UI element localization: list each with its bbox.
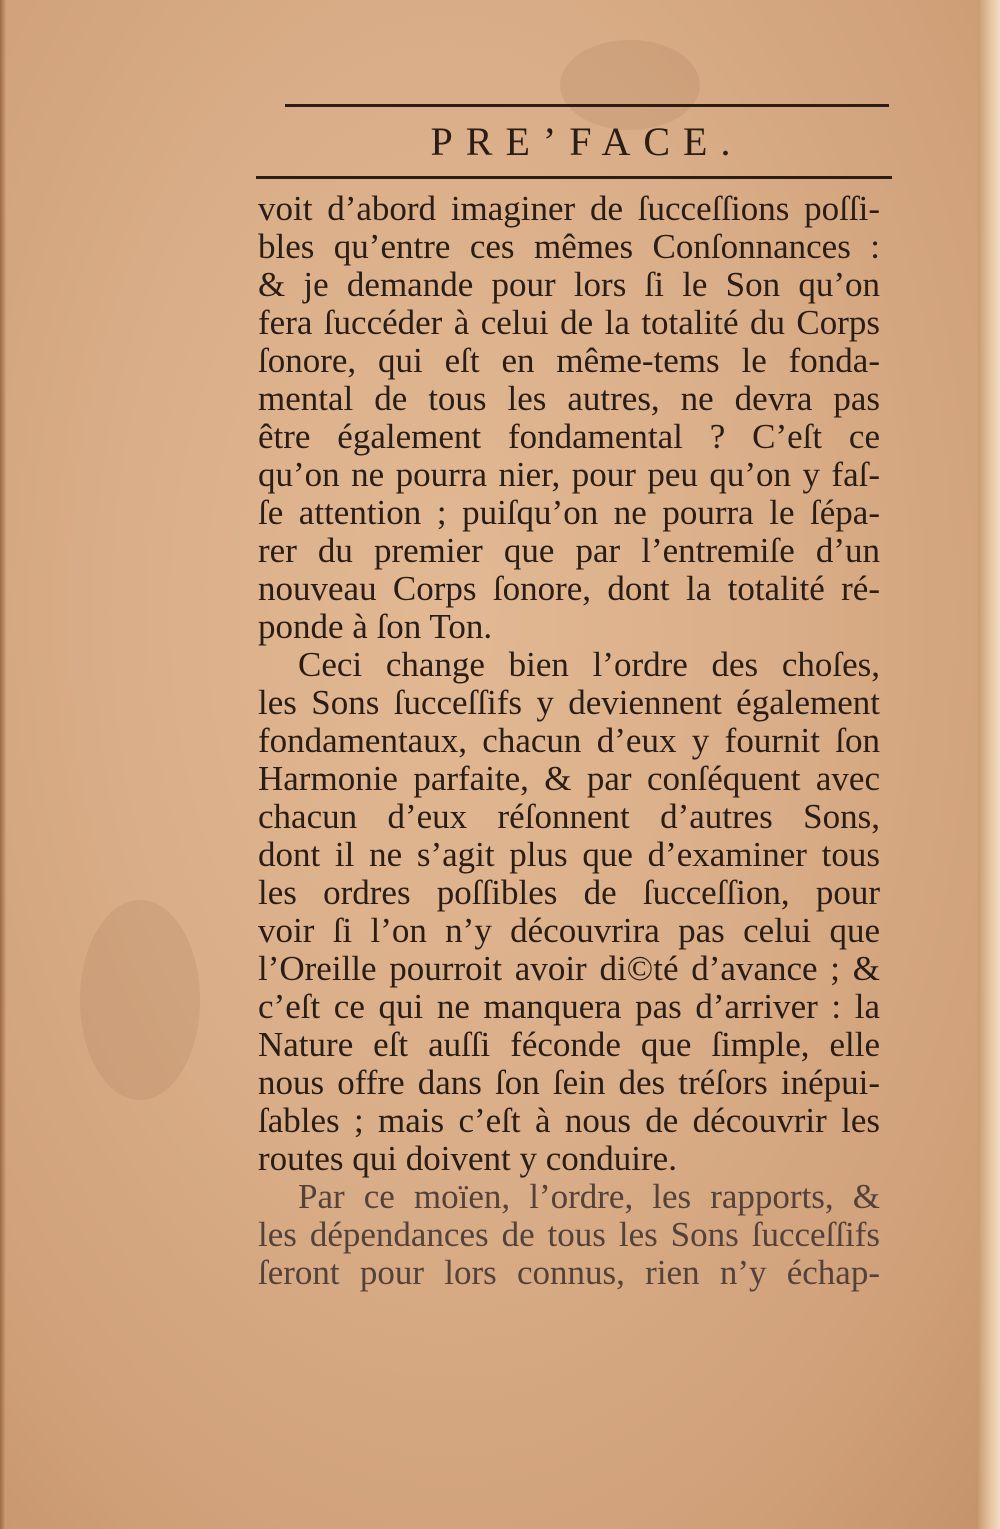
paragraph-start-line: Ceci change bien l’ordre des choſes,	[298, 645, 880, 684]
header-rule-bottom	[256, 176, 892, 179]
text-line: fera ſuccéder à celui de la totalité du Corps	[258, 303, 880, 342]
text-line: nouveau Corps ſonore, dont la totalité ré-	[258, 569, 880, 608]
header-rule-top	[285, 104, 889, 107]
text-line: ſables ; mais c’eſt à nous de découvrir les	[258, 1101, 880, 1140]
text-line: voir ſi l’on n’y découvrira pas celui que	[258, 911, 880, 950]
text-line: qu’on ne pourra nier, pour peu qu’on y faſ-	[258, 455, 880, 494]
text-line: les ordres poſſibles de ſucceſſion, pour	[258, 873, 880, 912]
text-line: rer du premier que par l’entremiſe d’un	[258, 531, 880, 570]
text-line: & je demande pour lors ſi le Son qu’on	[258, 265, 880, 304]
text-line: voit d’abord imaginer de ſucceſſions poſſi-	[258, 189, 880, 228]
text-line: dont il ne s’agit plus que d’examiner tous	[258, 835, 880, 874]
text-line: bles qu’entre ces mêmes Conſonnances :	[258, 227, 880, 266]
text-line: Harmonie parfaite, & par conſéquent avec	[258, 759, 880, 798]
paper-stain	[80, 900, 200, 1100]
text-line: être également fondamental ? C’eſt ce	[258, 417, 880, 456]
text-line: nous offre dans ſon ſein des tréſors inépui-	[258, 1063, 880, 1102]
text-line: ſe attention ; puiſqu’on ne pourra le ſépa-	[258, 493, 880, 532]
text-line: fondamentaux, chacun d’eux y fournit ſon	[258, 721, 880, 760]
text-line: les dépendances de tous les Sons ſucceſſifs	[258, 1215, 880, 1254]
text-line: l’Oreille pourroit avoir di©té d’avance ; &	[258, 949, 880, 988]
paragraph-end-line: routes qui doivent y conduire.	[258, 1139, 677, 1178]
text-line: mental de tous les autres, ne devra pas	[258, 379, 880, 418]
text-line: c’eſt ce qui ne manquera pas d’arriver : la	[258, 987, 880, 1026]
page-edge	[978, 0, 1000, 1529]
paragraph-start-line: Par ce moïen, l’ordre, les rapports, &	[298, 1177, 880, 1216]
paragraph-end-line: ponde à ſon Ton.	[258, 607, 493, 646]
paper-stain	[560, 40, 700, 130]
body-text	[258, 190, 880, 1292]
running-title: PRE’FACE.	[430, 119, 744, 164]
text-line: chacun d’eux réſonnent d’autres Sons,	[258, 797, 880, 836]
page-gutter-shadow	[0, 0, 6, 1529]
text-line: les Sons ſucceſſifs y deviennent également	[258, 683, 880, 722]
catchword-line: ſeront pour lors connus, rien n’y échap-	[258, 1253, 880, 1292]
text-line: Nature eſt auſſi féconde que ſimple, elle	[258, 1025, 880, 1064]
text-line: ſonore, qui eſt en même-tems le fonda-	[258, 341, 880, 380]
